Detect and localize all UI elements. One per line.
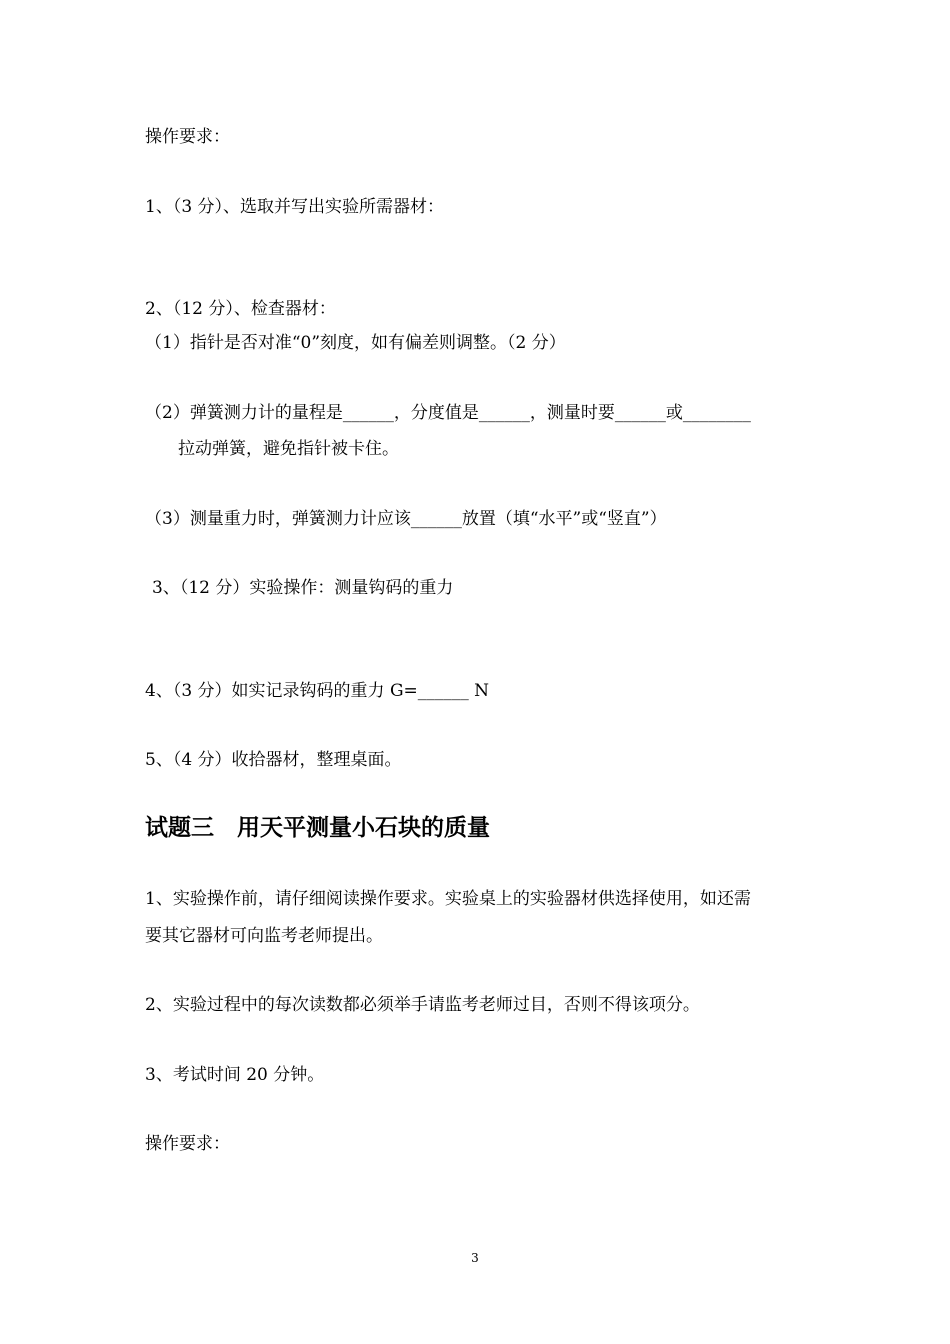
instruction-1-line-2: 要其它器材可向监考老师提出。: [145, 926, 383, 946]
item-1-select-equipment: 1、（3 分）、选取并写出实验所需器材：: [145, 197, 445, 217]
item-2-sub-2-line-2: 拉动弹簧，避免指针被卡住。: [178, 439, 399, 459]
item-2-sub-1: （1）指针是否对准“0”刻度，如有偏差则调整。（2 分）: [145, 333, 566, 353]
item-3-experiment-operation: 3、（12 分）实验操作：测量钩码的重力: [152, 578, 454, 598]
operation-requirements-heading-2: 操作要求：: [145, 1134, 230, 1154]
item-5-clean-up: 5、（4 分）收拾器材，整理桌面。: [145, 750, 402, 770]
item-4-record-weight: 4、（3 分）如实记录钩码的重力 G=______ N: [145, 681, 490, 701]
item-2-sub-3: （3）测量重力时，弹簧测力计应该______放置（填“水平”或“竖直”）: [145, 509, 667, 529]
page-number: 3: [471, 1251, 479, 1265]
operation-requirements-heading: 操作要求：: [145, 127, 230, 147]
instruction-1-line-1: 1、实验操作前，请仔细阅读操作要求。实验桌上的实验器材供选择使用，如还需: [145, 889, 751, 909]
section-title: 试题三 用天平测量小石块的质量: [145, 815, 490, 841]
instruction-2: 2、实验过程中的每次读数都必须举手请监考老师过目，否则不得该项分。: [145, 995, 700, 1015]
item-2-check-equipment: 2、（12 分）、检查器材：: [145, 299, 336, 319]
item-2-sub-2-line-1: （2）弹簧测力计的量程是______，分度值是______，测量时要______或________: [145, 403, 751, 423]
instruction-3: 3、考试时间 20 分钟。: [145, 1065, 325, 1085]
